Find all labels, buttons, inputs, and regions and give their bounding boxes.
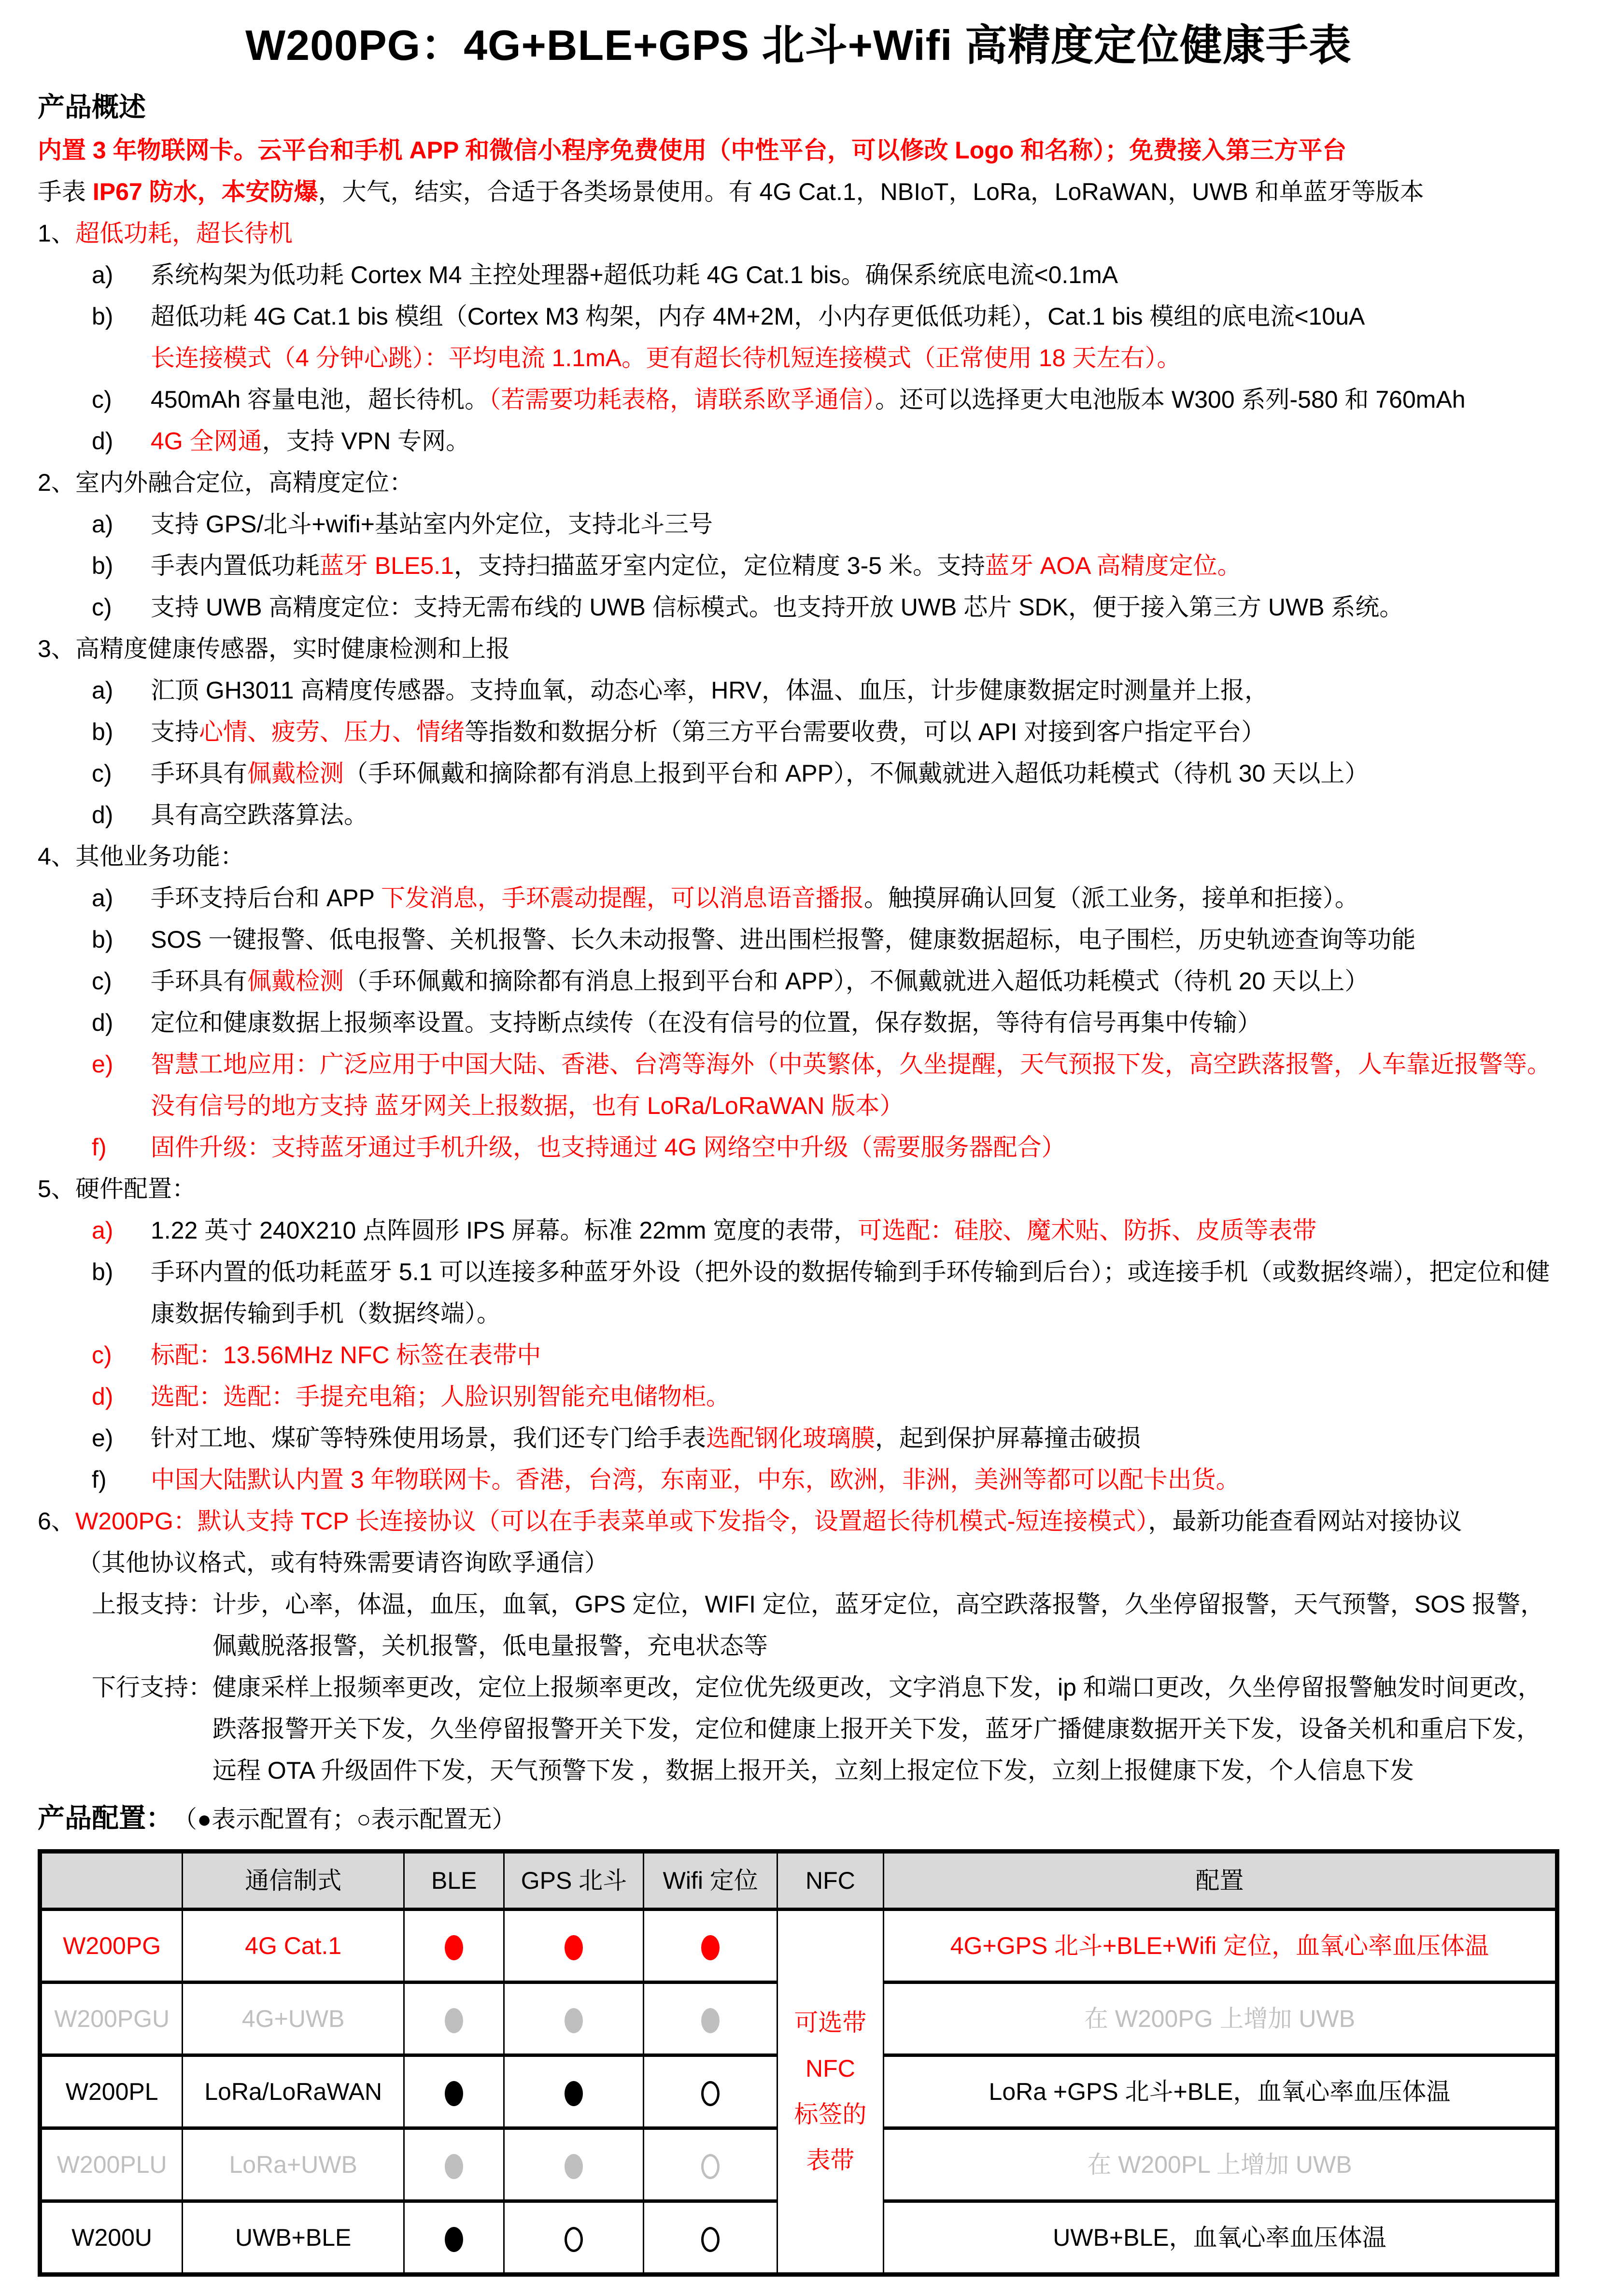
text-run: 超低功耗，超长待机	[75, 220, 293, 247]
doc-line	[92, 1583, 1559, 1667]
line-text	[151, 1210, 1559, 1251]
model-cell: W200PGU	[40, 1982, 183, 2055]
text-run: 支持 GPS/北斗+wifi+基站室内外定位，支持北斗三号	[151, 511, 713, 538]
filled-dot-icon	[445, 2154, 463, 2179]
text-run: 等指数和数据分析（第三方平台需要收费，可以 API 对接到客户指定平台）	[465, 718, 1266, 746]
doc-line	[92, 960, 1559, 1002]
doc-line	[92, 1127, 1559, 1168]
text-run: ，起到保护屏幕撞击破损	[875, 1425, 1141, 1452]
doc-line	[38, 1168, 1559, 1210]
text-run: 固件升级：支持蓝牙通过手机升级，也支持通过 4G 网络空中升级（需要服务器配合）	[151, 1134, 1066, 1161]
filled-dot-icon	[565, 2008, 583, 2033]
text-run: 标配：13.56MHz NFC 标签在表带中	[151, 1341, 541, 1369]
line-text	[151, 503, 1559, 545]
doc-line	[38, 1500, 1559, 1542]
text-run: 。还可以选择更大电池版本 W300 系列-580 和 760mAh	[875, 386, 1466, 414]
page-title: W200PG：4G+BLE+GPS 北斗+Wifi 高精度定位健康手表	[245, 21, 1352, 69]
table-header-cell: NFC	[777, 1852, 883, 1910]
text-run: 选配钢化玻璃膜	[706, 1425, 875, 1452]
list-marker: 4、	[38, 843, 75, 870]
doc-line	[151, 1085, 1559, 1127]
line-text	[151, 586, 1559, 628]
doc-line	[38, 628, 1559, 670]
text-run: 可选配：硅胶、魔术贴、防拆、皮质等表带	[858, 1217, 1317, 1244]
list-marker: b)	[92, 552, 113, 580]
hollow-dot-icon	[701, 2227, 720, 2252]
text-run: 支持 UWB 高精度定位：支持无需布线的 UWB 信标模式。也支持开放 UWB 芯片 SDK，便于接入第三方 UWB 系统。	[151, 594, 1404, 621]
filled-dot-icon	[445, 2081, 463, 2106]
text-run: W200PG：默认支持 TCP 长连接协议（可以在手表菜单或下发指令，设置超长待机模式-短连接模式）	[75, 1508, 1148, 1535]
line-text	[75, 213, 1559, 254]
filled-dot-icon	[701, 1935, 720, 1960]
line-text	[151, 877, 1559, 919]
text-run: 下发消息，手环震动提醒，可以消息语音播报	[381, 884, 864, 912]
doc-line	[92, 545, 1559, 586]
line-text	[212, 1667, 1559, 1791]
document-body	[38, 129, 1559, 1791]
line-text	[151, 1459, 1559, 1500]
filled-dot-icon	[445, 1935, 463, 1960]
doc-line	[92, 379, 1559, 420]
hang-label: 上报支持：	[92, 1591, 212, 1618]
ble-dot-cell	[404, 1910, 504, 1982]
filled-dot-icon	[445, 2008, 463, 2033]
line-text	[151, 254, 1559, 296]
doc-line	[151, 1293, 1559, 1334]
text-run: 健康采样上报频率更改，定位上报频率更改，定位优先级更改，文字消息下发，ip 和端口更改，久坐停留报警触发时间更改，跌落报警开关下发，久坐停留报警开关下发，定位和健康上报开关下发，蓝牙广播健康数据开关下发，设备关机和重启下发，远程 OTA 升级固件下发，天气预警下发 ，数据上报开关，立刻上报定位下发，立刻上报健康下发，个人信息下发	[212, 1674, 1542, 1784]
table-row	[40, 1910, 1557, 1982]
product-config-label: 产品配置：	[38, 1803, 173, 1834]
line-text	[151, 1376, 1559, 1417]
model-cell: W200PG	[40, 1910, 183, 1982]
doc-line	[92, 1334, 1559, 1376]
config-cell: 4G+GPS 北斗+BLE+Wifi 定位，血氧心率血压体温	[883, 1910, 1557, 1982]
gps-dot-cell	[504, 1910, 644, 1982]
line-text	[151, 711, 1559, 753]
list-marker: b)	[92, 1258, 113, 1286]
line-text	[212, 1583, 1559, 1667]
list-marker: f)	[92, 1134, 107, 1161]
product-config-table	[38, 1849, 1559, 2277]
doc-line	[38, 129, 1559, 171]
text-run: 长连接模式（4 分钟心跳）：平均电流 1.1mA。更有超长待机短连接模式（正常使用 18 天左右）。	[151, 344, 1181, 372]
list-marker: a)	[92, 511, 113, 538]
doc-line	[38, 462, 1559, 503]
model-cell: W200U	[40, 2201, 183, 2275]
text-run: 支持	[151, 718, 199, 746]
hollow-dot-icon	[565, 2227, 583, 2252]
comm-cell: LoRa/LoRaWAN	[183, 2055, 404, 2128]
text-run: 康数据传输到手机（数据终端）。	[151, 1300, 501, 1327]
text-run: 室内外融合定位，高精度定位：	[75, 469, 413, 497]
doc-line	[92, 503, 1559, 545]
text-run: 手环内置的低功耗蓝牙 5.1 可以连接多种蓝牙外设（把外设的数据传输到手环传输到后台）；或连接手机（或数据终端），把定位和健	[151, 1258, 1550, 1286]
line-text	[151, 1085, 1559, 1127]
line-text	[151, 670, 1559, 711]
config-cell: UWB+BLE，血氧心率血压体温	[883, 2201, 1557, 2275]
list-marker: d)	[92, 801, 113, 829]
text-run: 。触摸屏确认回复（派工业务，接单和拒接）。	[863, 884, 1359, 912]
filled-dot-icon	[565, 1935, 583, 1960]
table-header-cell	[40, 1852, 183, 1910]
hollow-dot-icon	[701, 2154, 720, 2179]
wifi-dot-cell	[644, 2055, 777, 2128]
wifi-dot-cell	[644, 1982, 777, 2055]
line-text	[151, 1251, 1559, 1293]
list-marker: a)	[92, 1217, 113, 1244]
text-run: ，大气，结实，合适于各类场景使用。有 4G Cat.1，NBIoT，LoRa，LoRaWAN，UWB 和单蓝牙等版本	[318, 178, 1424, 206]
line-text	[151, 379, 1559, 420]
wifi-dot-cell	[644, 2201, 777, 2275]
config-cell: 在 W200PL 上增加 UWB	[883, 2128, 1557, 2201]
line-text	[151, 545, 1559, 586]
comm-cell: LoRa+UWB	[183, 2128, 404, 2201]
doc-line	[151, 337, 1559, 379]
doc-line	[38, 171, 1559, 213]
ble-dot-cell	[404, 1982, 504, 2055]
table-header-cell: 通信制式	[183, 1852, 404, 1910]
overview-heading: 产品概述	[38, 92, 146, 123]
line-text	[151, 337, 1559, 379]
filled-dot-icon	[445, 2227, 463, 2252]
text-run: 定位和健康数据上报频率设置。支持断点续传（在没有信号的位置，保存数据，等待有信号再集中传输）	[151, 1009, 1261, 1037]
doc-line	[92, 1251, 1559, 1293]
text-run: 针对工地、煤矿等特殊使用场景，我们还专门给手表	[151, 1425, 706, 1452]
table-header-cell: GPS 北斗	[504, 1852, 644, 1910]
text-run: 中国大陆默认内置 3 年物联网卡。香港，台湾，东南亚，中东，欧洲，非洲，美洲等都可以配卡出货。	[151, 1466, 1240, 1494]
doc-line	[92, 1417, 1559, 1459]
doc-line	[92, 586, 1559, 628]
doc-line	[38, 836, 1559, 877]
text-run: 手环具有	[151, 760, 247, 787]
list-marker: c)	[92, 386, 112, 414]
table-header-row	[40, 1852, 1557, 1910]
text-run: （若需要功耗表格，请联系欧孚通信）	[489, 386, 876, 414]
text-run: 手表内置低功耗	[151, 552, 320, 580]
text-run: 蓝牙 AOA 高精度定位。	[985, 552, 1242, 580]
line-text	[75, 1168, 1559, 1210]
line-text	[151, 1417, 1559, 1459]
model-cell: W200PL	[40, 2055, 183, 2128]
text-run: IP67 防水，本安防爆	[92, 178, 318, 206]
text-run: 手表	[38, 178, 93, 206]
text-run: 450mAh 容量电池，超长待机。	[151, 386, 489, 414]
list-marker: e)	[92, 1425, 113, 1452]
table-header-cell: 配置	[883, 1852, 1557, 1910]
text-run: 高精度健康传感器，实时健康检测和上报	[75, 635, 510, 663]
table-header-cell: BLE	[404, 1852, 504, 1910]
text-run: 智慧工地应用：广泛应用于中国大陆、香港、台湾等海外（中英繁体，久坐提醒，天气预报下发，高空跌落报警，人车靠近报警等。	[151, 1051, 1551, 1078]
table-head	[40, 1852, 1557, 1910]
text-run: 4G 全网通	[151, 428, 262, 455]
ble-dot-cell	[404, 2055, 504, 2128]
list-marker: f)	[92, 1466, 107, 1494]
comm-cell: 4G Cat.1	[183, 1910, 404, 1982]
text-run: （其他协议格式，或有特殊需要请咨询欧孚通信）	[77, 1549, 608, 1577]
line-text	[151, 1127, 1559, 1168]
filled-dot-icon	[565, 2154, 583, 2179]
list-marker: c)	[92, 594, 112, 621]
text-run: 硬件配置：	[75, 1175, 196, 1203]
doc-line	[92, 1210, 1559, 1251]
text-run: 佩戴检测	[247, 968, 344, 995]
line-text	[75, 628, 1559, 670]
text-run: 蓝牙 BLE5.1	[320, 552, 454, 580]
line-text	[151, 794, 1559, 836]
nfc-note-line: 可选带	[794, 2009, 867, 2037]
text-run: 计步，心率，体温，血压，血氧，GPS 定位，WIFI 定位，蓝牙定位，高空跌落报警，久坐停留报警，天气预警，SOS 报警，佩戴脱落报警，关机报警，低电量报警，充电状态等	[212, 1591, 1545, 1660]
doc-line	[92, 1459, 1559, 1500]
gps-dot-cell	[504, 2055, 644, 2128]
list-marker: c)	[92, 760, 112, 787]
doc-line	[92, 877, 1559, 919]
line-text	[77, 1542, 1559, 1583]
list-marker: b)	[92, 926, 113, 954]
nfc-note-line: 标签的	[794, 2101, 867, 2128]
doc-line	[92, 1002, 1559, 1043]
text-run: 心情、疲劳、压力、情绪	[199, 718, 465, 746]
line-text	[151, 1293, 1559, 1334]
line-text	[151, 753, 1559, 794]
text-run: 具有高空跌落算法。	[151, 801, 368, 829]
doc-line	[92, 254, 1559, 296]
line-text	[75, 836, 1559, 877]
nfc-note-line: NFC	[806, 2055, 855, 2082]
nfc-note-cell	[777, 1910, 883, 2275]
doc-line	[92, 753, 1559, 794]
list-marker: a)	[92, 261, 113, 289]
list-marker: c)	[92, 968, 112, 995]
line-text	[151, 1002, 1559, 1043]
line-text	[38, 129, 1559, 171]
text-run: 汇顶 GH3011 高精度传感器。支持血氧，动态心率，HRV，体温、血压，计步健康数据定时测量并上报，	[151, 677, 1269, 704]
list-marker: 1、	[38, 220, 75, 247]
wifi-dot-cell	[644, 1910, 777, 1982]
text-run: 没有信号的地方支持 蓝牙网关上报数据，也有 LoRa/LoRaWAN 版本）	[151, 1092, 904, 1120]
config-cell: LoRa +GPS 北斗+BLE，血氧心率血压体温	[883, 2055, 1557, 2128]
doc-line	[92, 296, 1559, 337]
text-run: 系统构架为低功耗 Cortex M4 主控处理器+超低功耗 4G Cat.1 bis。确保系统底电流<0.1mA	[151, 261, 1118, 289]
doc-line	[92, 1667, 1559, 1791]
text-run: ，支持 VPN 专网。	[262, 428, 470, 455]
hollow-dot-icon	[701, 2081, 720, 2106]
gps-dot-cell	[504, 1982, 644, 2055]
doc-line	[92, 794, 1559, 836]
list-marker: 6、	[38, 1508, 75, 1535]
text-run: 其他业务功能：	[75, 843, 244, 870]
list-marker: d)	[92, 1009, 113, 1037]
text-run: 内置 3 年物联网卡。云平台和手机 APP 和微信小程序免费使用（中性平台，可以修改 Logo 和名称）；免费接入第三方平台	[38, 137, 1347, 164]
gps-dot-cell	[504, 2201, 644, 2275]
line-text	[75, 462, 1559, 503]
doc-line	[92, 420, 1559, 462]
text-run: ，最新功能查看网站对接协议	[1148, 1508, 1462, 1535]
wifi-dot-cell	[644, 2128, 777, 2201]
text-run: SOS 一键报警、低电报警、关机报警、长久未动报警、进出围栏报警，健康数据超标，电子围栏，历史轨迹查询等功能	[151, 926, 1416, 954]
comm-cell: UWB+BLE	[183, 2201, 404, 2275]
line-text	[75, 1500, 1559, 1542]
ble-dot-cell	[404, 2128, 504, 2201]
nfc-note-line: 表带	[806, 2147, 855, 2174]
table-body	[40, 1910, 1557, 2275]
ble-dot-cell	[404, 2201, 504, 2275]
config-cell: 在 W200PG 上增加 UWB	[883, 1982, 1557, 2055]
model-cell: W200PLU	[40, 2128, 183, 2201]
text-run: ，支持扫描蓝牙室内定位，定位精度 3-5 米。支持	[453, 552, 985, 580]
line-text	[151, 420, 1559, 462]
list-marker: b)	[92, 718, 113, 746]
text-run: 超低功耗 4G Cat.1 bis 模组（Cortex M3 构架，内存 4M+2M，小内存更低低功耗），Cat.1 bis 模组的底电流<10uA	[151, 303, 1365, 330]
list-marker: d)	[92, 428, 113, 455]
line-text	[38, 171, 1559, 213]
doc-line	[38, 213, 1559, 254]
gps-dot-cell	[504, 2128, 644, 2201]
line-text	[151, 919, 1559, 960]
doc-line	[92, 1043, 1559, 1085]
text-run: 选配：选配：手提充电箱；人脸识别智能充电储物柜。	[151, 1383, 730, 1411]
line-text	[151, 1043, 1559, 1085]
list-marker: d)	[92, 1383, 113, 1411]
line-text	[151, 1334, 1559, 1376]
line-text	[151, 960, 1559, 1002]
list-marker: 2、	[38, 469, 75, 497]
list-marker: 3、	[38, 635, 75, 663]
text-run: 手环具有	[151, 968, 247, 995]
product-config-heading	[38, 1796, 1559, 1841]
text-run: 1.22 英寸 240X210 点阵圆形 IPS 屏幕。标准 22mm 宽度的表带，	[151, 1217, 858, 1244]
text-run: （手环佩戴和摘除都有消息上报到平台和 APP），不佩戴就进入超低功耗模式（待机 30 天以上）	[344, 760, 1369, 787]
text-run: 手环支持后台和 APP	[151, 884, 381, 912]
list-marker: 5、	[38, 1175, 75, 1203]
hang-label: 下行支持：	[92, 1674, 212, 1701]
doc-line	[92, 919, 1559, 960]
line-text	[151, 296, 1559, 337]
doc-line	[92, 670, 1559, 711]
doc-line	[92, 711, 1559, 753]
doc-line	[92, 1376, 1559, 1417]
filled-dot-icon	[565, 2081, 583, 2106]
text-run: （手环佩戴和摘除都有消息上报到平台和 APP），不佩戴就进入超低功耗模式（待机 20 天以上）	[344, 968, 1369, 995]
table-header-cell: Wifi 定位	[644, 1852, 777, 1910]
text-run: 佩戴检测	[247, 760, 344, 787]
doc-line	[77, 1542, 1559, 1583]
product-config-legend: （●表示配置有；○表示配置无）	[173, 1806, 516, 1833]
list-marker: e)	[92, 1051, 113, 1078]
list-marker: a)	[92, 884, 113, 912]
filled-dot-icon	[701, 2008, 720, 2033]
list-marker: b)	[92, 303, 113, 330]
list-marker: c)	[92, 1341, 112, 1369]
list-marker: a)	[92, 677, 113, 704]
comm-cell: 4G+UWB	[183, 1982, 404, 2055]
